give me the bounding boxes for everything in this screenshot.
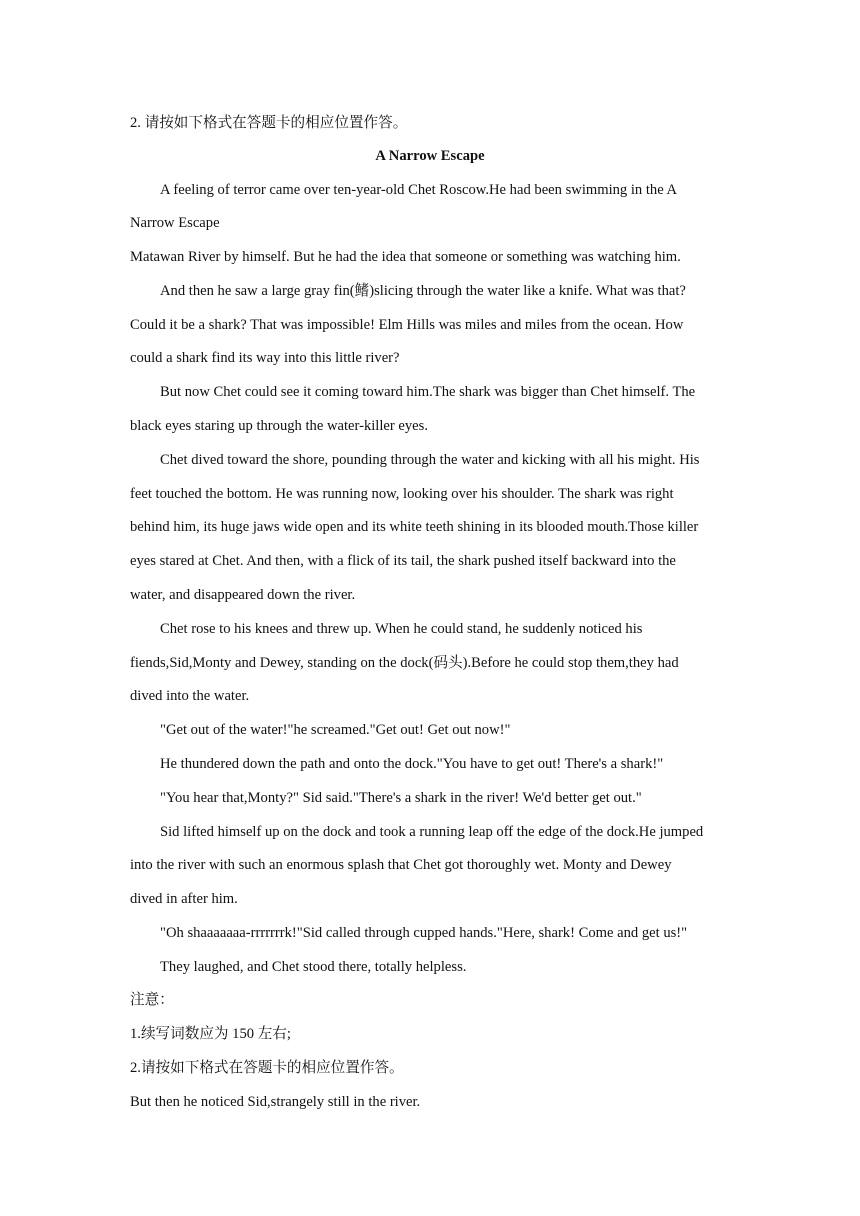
paragraph-line: A feeling of terror came over ten-year-old Chet Roscow.He had been swimming in the A	[160, 182, 678, 198]
paragraph-line: Chet dived toward the shore, pounding through the water and kicking with all his might. His	[160, 452, 700, 468]
paragraph-line: They laughed, and Chet stood there, totally helpless.	[160, 959, 467, 975]
paragraph-line: He thundered down the path and onto the dock."You have to get out! There's a shark!"	[160, 756, 664, 772]
paragraph-line: But now Chet could see it coming toward him.The shark was bigger than Chet himself. The	[160, 384, 696, 400]
notes-heading: 注意：	[130, 992, 174, 1008]
paragraph-line: water, and disappeared down the river.	[130, 587, 356, 603]
paragraph-line: behind him, its huge jaws wide open and its white teeth shining in its blooded mouth.Those killer	[130, 519, 699, 535]
paragraph-line: Sid lifted himself up on the dock and took a running leap off the edge of the dock.He jumped	[160, 824, 704, 840]
continuation-start: But then he noticed Sid,strangely still in the river.	[130, 1094, 421, 1110]
paragraph-line: eyes stared at Chet. And then, with a flick of its tail, the shark pushed itself backward into the	[130, 553, 676, 569]
paragraph-line: "Oh shaaaaaaa-rrrrrrrk!"Sid called through cupped hands."Here, shark! Come and get us!"	[160, 925, 688, 941]
format-instruction: 2. 请按如下格式在答题卡的相应位置作答。	[130, 115, 408, 131]
paragraph-line: Narrow Escape	[130, 215, 220, 231]
paragraph-line: Chet rose to his knees and threw up. When he could stand, he suddenly noticed his	[160, 621, 643, 637]
notes-item: 2.请按如下格式在答题卡的相应位置作答。	[130, 1060, 404, 1076]
paragraph-line: Could it be a shark? That was impossible! Elm Hills was miles and miles from the ocean. How	[130, 317, 684, 333]
paragraph-line: "You hear that,Monty?" Sid said."There's a shark in the river! We'd better get out."	[160, 790, 642, 806]
paragraph-line: Matawan River by himself. But he had the idea that someone or something was watching him.	[130, 249, 681, 265]
paragraph-line: dived in after him.	[130, 891, 238, 907]
paragraph-line: fiends,Sid,Monty and Dewey, standing on the dock(码头).Before he could stop them,they had	[130, 655, 679, 671]
paragraph-line: could a shark find its way into this little river?	[130, 350, 400, 366]
paragraph-line: feet touched the bottom. He was running now, looking over his shoulder. The shark was right	[130, 486, 674, 502]
story-title: A Narrow Escape	[375, 148, 485, 164]
paragraph-line: black eyes staring up through the water-killer eyes.	[130, 418, 428, 434]
paragraph-line: dived into the water.	[130, 688, 250, 704]
paragraph-line: And then he saw a large gray fin(鳍)slicing through the water like a knife. What was that?	[160, 283, 686, 299]
notes-item: 1.续写词数应为 150 左右;	[130, 1026, 291, 1042]
paragraph-line: "Get out of the water!"he screamed."Get out! Get out now!"	[160, 722, 511, 738]
paragraph-line: into the river with such an enormous splash that Chet got thoroughly wet. Monty and Dewey	[130, 857, 672, 873]
